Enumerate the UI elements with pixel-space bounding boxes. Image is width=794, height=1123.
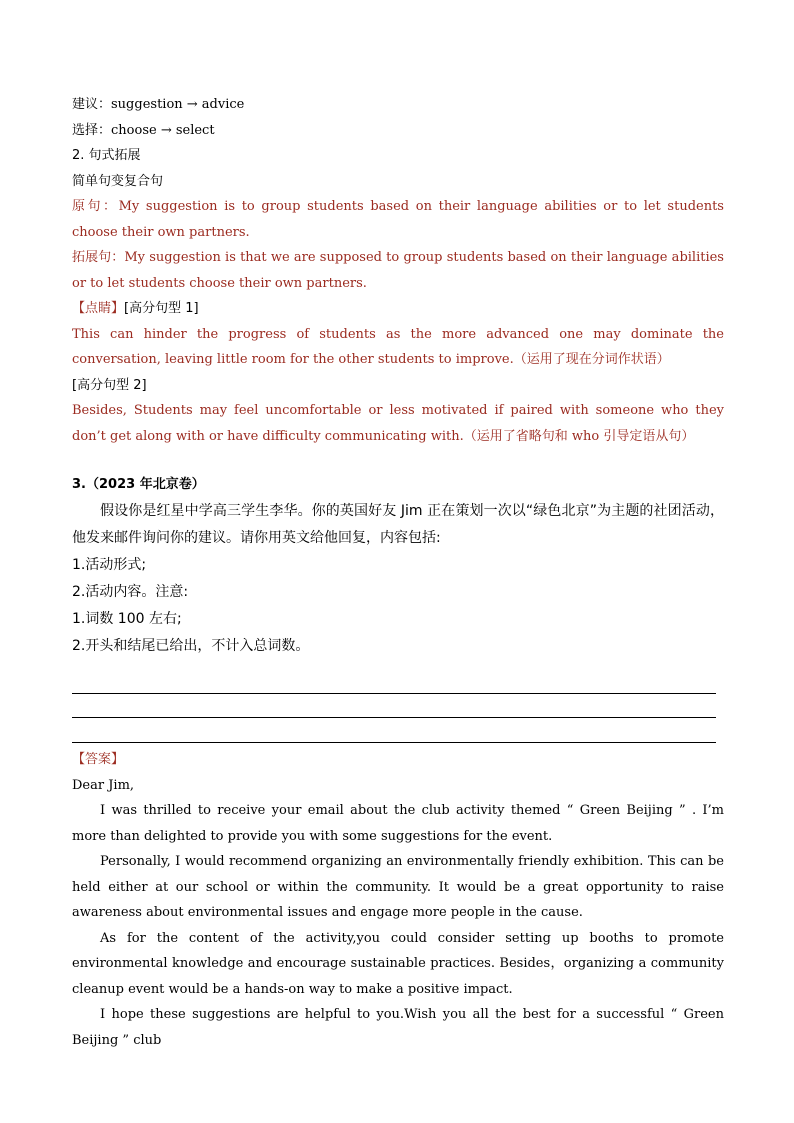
letter-greeting: Dear Jim, xyxy=(72,777,135,793)
letter-paragraph: Personally, I would recommend organizing an environmentally friendly exhibition. This can be held either at our school or within the community. It would be a great opportunity to raise awareness about environmental issues and engage more people in the cause. xyxy=(72,854,724,920)
answer-label: 【答案】 xyxy=(72,752,125,767)
expanded-text: My suggestion is that we are supposed to group students based on their language abilities or to let students choose their own partners. xyxy=(72,250,724,291)
vocab-line-2 xyxy=(72,118,724,144)
pattern2-label: [高分句型 2] xyxy=(72,377,147,393)
original-text: My suggestion is to group students based on their language abilities or to let students choose their own partners. xyxy=(72,199,724,240)
vocab-label: 选择： xyxy=(72,122,112,138)
pattern1-label: [高分句型 1] xyxy=(124,301,199,316)
question-item: 2.开头和结尾已给出，不计入总词数。 xyxy=(72,637,310,654)
answer-line-1 xyxy=(72,693,716,694)
question-item: 1.词数 100 左右; xyxy=(72,610,182,627)
letter-paragraph: I was thrilled to receive your email about the club activity themed “ Green Beijing ” . I’m more than delighted to provide you with some suggestions for the event. xyxy=(72,803,724,844)
section-subheading: 简单句变复合句 xyxy=(72,173,164,189)
question-prompt: 假设你是红星中学高三学生李华。你的英国好友 Jim 正在策划一次以“绿色北京”为主题的社团活动，他发来邮件询问你的建议。请你用英文给他回复，内容包括: xyxy=(72,502,724,546)
section-heading: 2. 句式拓展 xyxy=(72,148,141,163)
vocab-line-1 xyxy=(72,92,724,118)
expanded-sentence xyxy=(72,245,724,296)
highlight-line xyxy=(72,296,724,322)
highlight-label: 【点睛】 xyxy=(72,301,125,316)
vocab-label: 建议： xyxy=(72,97,112,112)
answer-line-3 xyxy=(72,742,716,743)
original-label: 原句： xyxy=(72,199,119,214)
expanded-label: 拓展句： xyxy=(72,250,125,265)
pattern2-text: Besides, Students may feel uncomfortable or less motivated if paired with someone who they don’t get along with or have difficulty communicating with.（运用了省略句和 who 引导定语从句） xyxy=(72,403,724,444)
original-sentence xyxy=(72,194,724,245)
vocab-text: suggestion → advice xyxy=(111,97,245,112)
question-item: 2.活动内容。注意: xyxy=(72,583,189,600)
question-title: 3.（2023 年北京卷） xyxy=(72,477,205,492)
letter-paragraph: I hope these suggestions are helpful to you.Wish you all the best for a successful “ Green Beijing ” club xyxy=(72,1007,724,1048)
answer-line-2 xyxy=(72,717,716,718)
pattern1-text: This can hinder the progress of students as the more advanced one may dominate the conversation, leaving little room for the other students to improve.（运用了现在分词作状语） xyxy=(72,326,724,367)
answer-section xyxy=(72,747,724,1053)
document-page xyxy=(72,92,724,660)
question-item: 1.活动形式; xyxy=(72,556,147,573)
letter-paragraph: As for the content of the activity,you could consider setting up booths to promote environmental knowledge and encourage sustainable practices. Besides，organizing a community cleanup event would be a hands-on way to make a positive impact. xyxy=(72,930,724,997)
vocab-text: choose → select xyxy=(111,122,215,138)
